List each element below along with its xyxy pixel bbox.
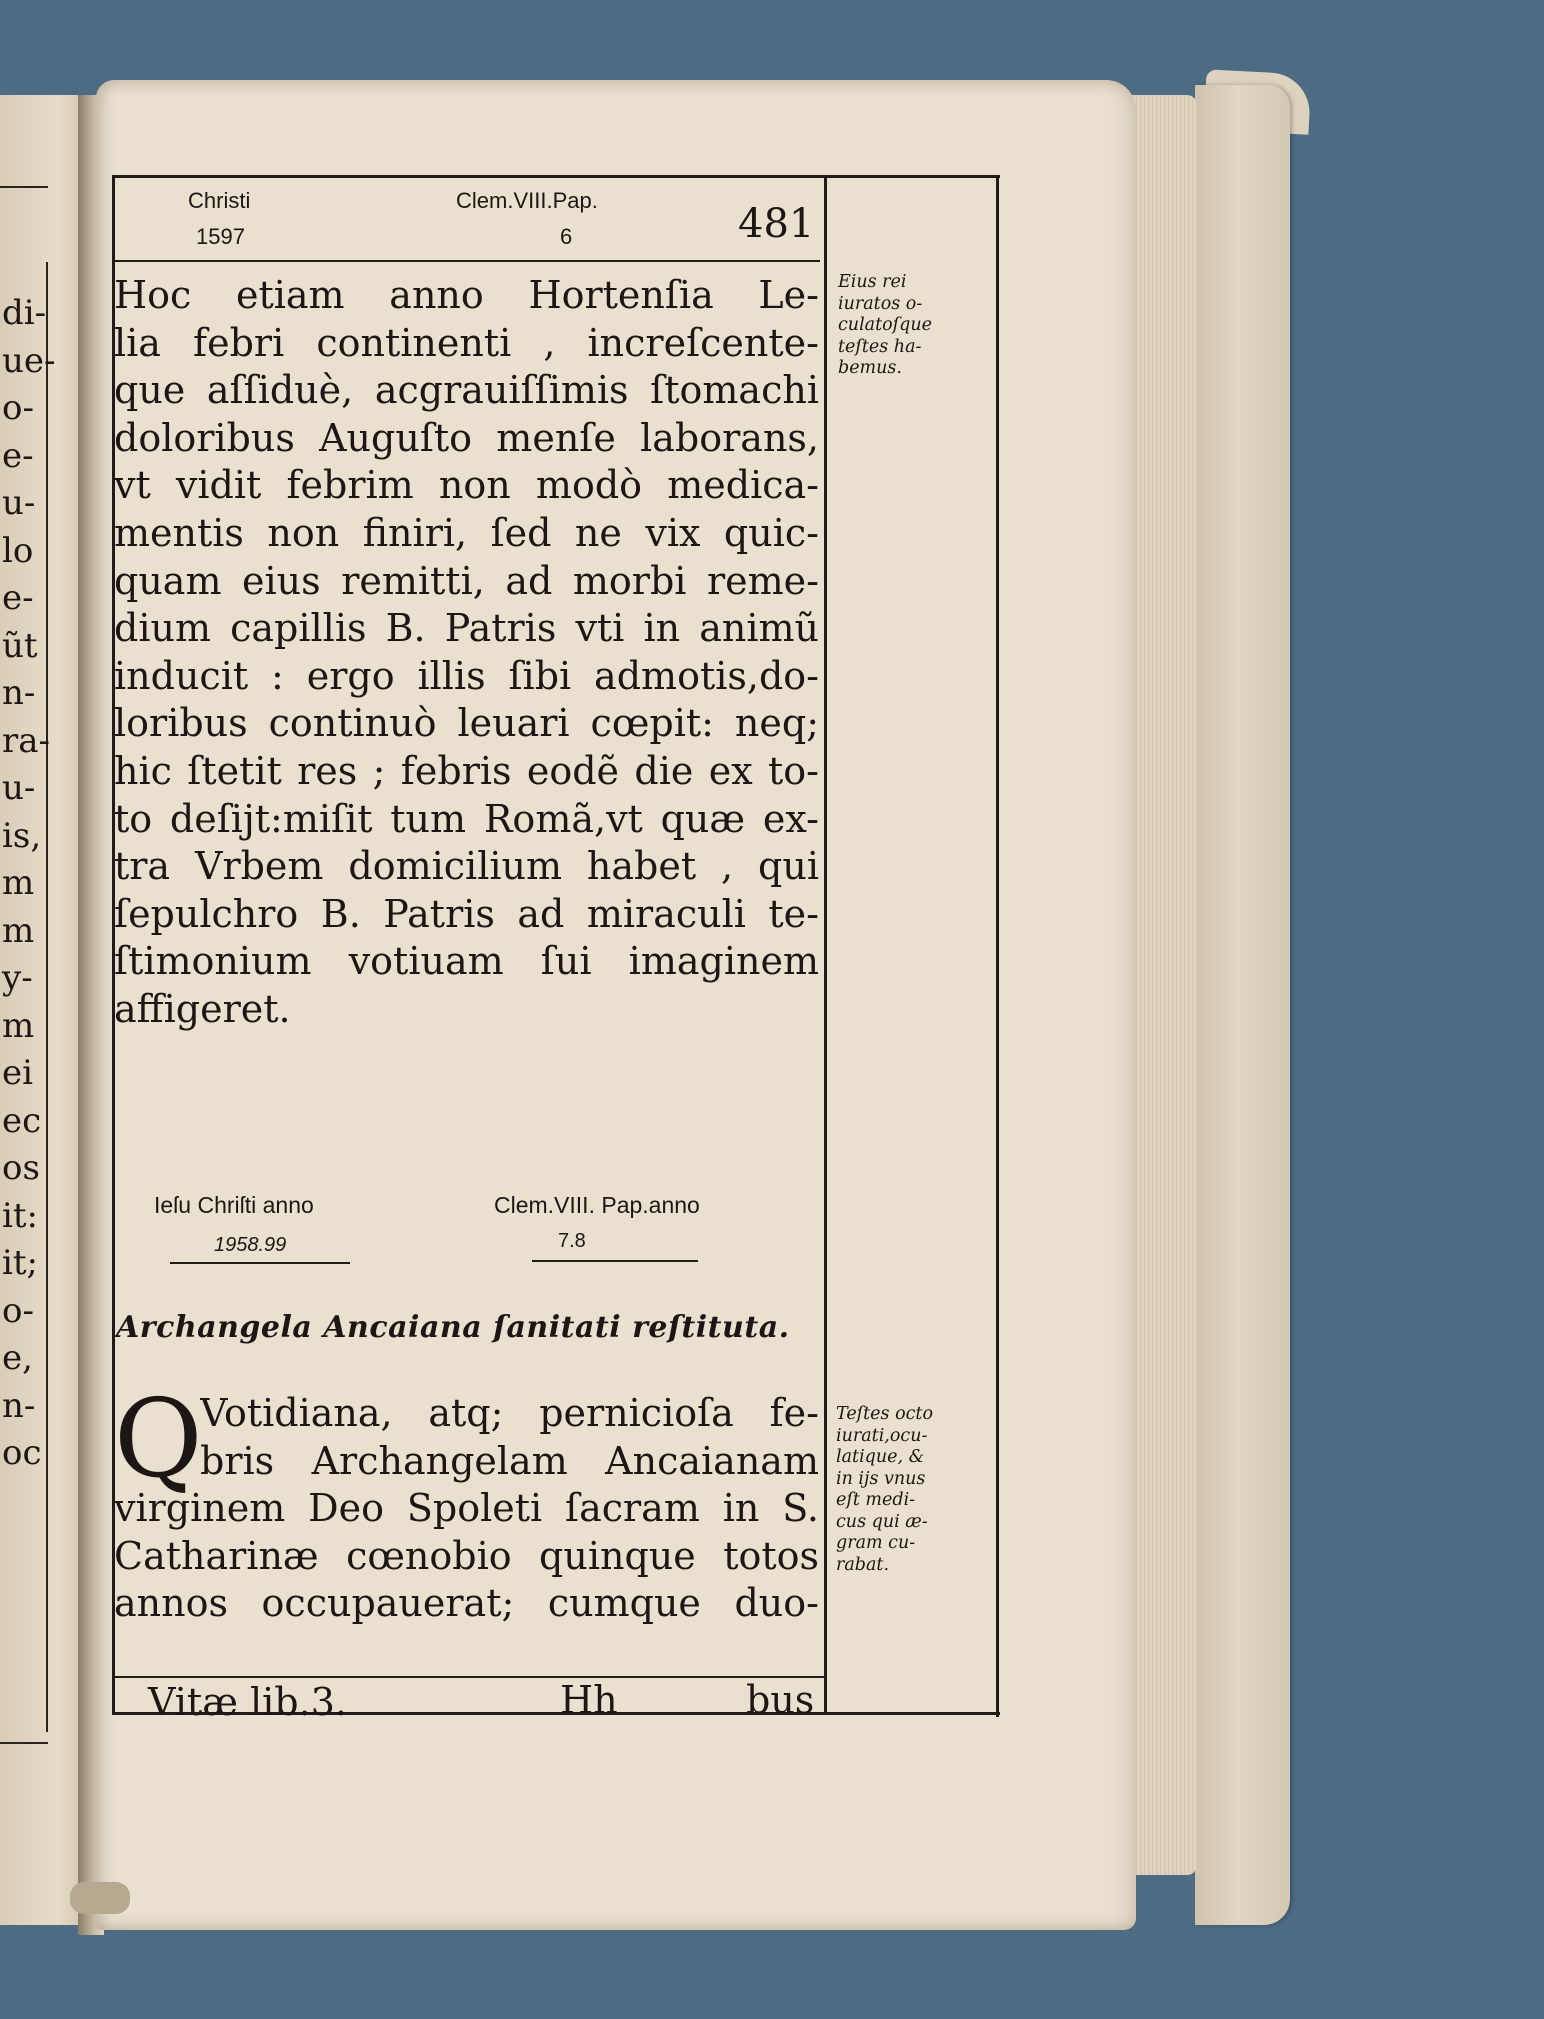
signature-mark: Hh — [560, 1678, 618, 1722]
header-pope-year: 6 — [560, 224, 573, 249]
page-number: 481 — [738, 201, 815, 247]
margin-note-2-line: cus qui æ- — [836, 1511, 928, 1532]
paragraph-2-line: Votidiana, atq; pernicioſa fe- — [200, 1391, 819, 1435]
date-right-year: 7.8 — [558, 1230, 586, 1252]
left-fragment-line: y- — [2, 958, 33, 998]
paragraph-1-line: quam eius remitti, ad morbi reme- — [114, 558, 819, 603]
paragraph-1-line: to deſijt:miſit tum Romã,vt quæ ex- — [114, 796, 819, 841]
drop-capital: Q — [114, 1377, 203, 1502]
spine-cord — [70, 1882, 130, 1914]
left-page-rule-bottom — [0, 1742, 48, 1744]
paragraph-1-line: loribus continuò leuari cœpit: neq; — [114, 701, 819, 746]
left-fragment-line: di- — [2, 293, 47, 333]
back-cover — [1195, 85, 1290, 1925]
left-fragment-line: m — [2, 863, 35, 903]
left-fragment-line: e- — [2, 435, 34, 476]
paragraph-1-line: Hoc etiam anno Hortenſia Le- — [114, 273, 819, 317]
left-fragment-line: ue- — [2, 340, 56, 381]
left-page-rule-top — [0, 186, 48, 188]
left-fragment-line: is, — [2, 815, 42, 856]
left-fragment-line: oc — [2, 1433, 42, 1473]
margin-note-2-line: rabat. — [836, 1554, 890, 1575]
frame-column-rule — [824, 175, 827, 1715]
margin-note-2-line: Teſtes octo — [836, 1404, 933, 1424]
date-right-label: Clem.VIII. Pap.anno — [494, 1192, 700, 1218]
header-pope-label: Clem.VIII.Pap. — [456, 188, 598, 213]
margin-note-2-line: in ijs vnus — [836, 1468, 926, 1489]
margin-note-1-line: culatoſque — [838, 315, 932, 335]
left-fragment-line: ei — [2, 1053, 33, 1093]
margin-note-2-line: eſt medi- — [836, 1490, 916, 1510]
date-left-rule — [170, 1262, 350, 1264]
left-fragment-line: ra- — [2, 720, 51, 761]
left-fragment-line: o- — [2, 388, 34, 428]
paragraph-1-line: doloribus Auguſto menſe laborans, — [114, 415, 819, 460]
paragraph-1-line: tra Vrbem domicilium habet , qui — [114, 844, 819, 889]
left-fragment-line: e- — [2, 578, 34, 618]
margin-note-1-line: iuratos o- — [838, 293, 923, 314]
paragraph-1 — [114, 272, 819, 1034]
paragraph-1-line: affigeret. — [114, 986, 291, 1031]
catchword: bus — [746, 1678, 815, 1722]
signature-note: Vitæ lib.3. — [148, 1680, 347, 1724]
paragraph-2-line: annos occupauerat; cumque duo- — [114, 1581, 819, 1626]
paragraph-1-line: inducit : ergo illis ſibi admotis,do- — [114, 653, 819, 698]
date-left-year: 1958.99 — [214, 1234, 287, 1256]
left-fragment-line: it; — [2, 1243, 38, 1283]
paragraph-2-full — [114, 1485, 819, 1628]
date-left-label: Ieſu Chriſti anno — [154, 1192, 314, 1218]
margin-note-1 — [838, 272, 932, 380]
date-right-rule — [532, 1260, 698, 1262]
left-fragment-line: ec — [2, 1100, 42, 1141]
left-fragment-line: n- — [2, 1385, 36, 1426]
margin-note-1-line: teſtes ha- — [838, 336, 922, 357]
footer-rule — [112, 1676, 824, 1678]
paragraph-2-indented — [200, 1390, 819, 1485]
header-christi-label: Christi — [188, 188, 251, 213]
left-fragment-line: e, — [2, 1338, 33, 1378]
frame-top-rule — [112, 175, 1000, 178]
paragraph-1-line: hic ſtetit res ; febris eodẽ die ex to- — [114, 748, 819, 793]
paragraph-1-line: mentis non finiri, ſed ne vix quic- — [114, 510, 819, 555]
left-fragment-line: os — [2, 1148, 40, 1188]
paragraph-1-line: que aſſiduè, acgrauiſſimis ſtomachi — [114, 368, 819, 413]
header-rule — [112, 260, 820, 262]
margin-note-2-line: latique, & — [836, 1447, 925, 1467]
paragraph-2-line: virginem Deo Spoleti ſacram in S. — [114, 1486, 819, 1530]
left-fragment-line: n- — [2, 673, 36, 713]
paragraph-1-line: ſepulchro B. Patris ad miraculi te- — [114, 891, 819, 936]
section-heading: Archangela Ancaiana ſanitati reſtituta. — [116, 1310, 790, 1345]
paragraph-1-line: ſtimonium votiuam ſui imaginem — [114, 939, 819, 984]
frame-right-rule — [996, 175, 999, 1717]
paragraph-1-line: lia febri continenti , increſcente- — [114, 320, 819, 365]
left-fragment-line: u- — [2, 768, 36, 808]
left-fragment-line: m — [2, 1005, 35, 1046]
paragraph-2-line: Catharinæ cœnobio quinque totos — [114, 1533, 819, 1578]
left-fragment-line: o- — [2, 1290, 34, 1331]
left-fragment-line: it: — [2, 1195, 38, 1236]
left-fragment-line: ũt — [2, 625, 38, 666]
header-christi-year: 1597 — [196, 224, 245, 249]
margin-note-1-line: bemus. — [838, 358, 902, 378]
paragraph-1-line: vt vidit febrim non modò medica- — [114, 463, 819, 508]
margin-note-1-line: Eius rei — [838, 272, 907, 292]
paragraph-2-line: bris Archangelam Ancaianam — [200, 1438, 819, 1483]
margin-note-2-line: iurati,ocu- — [836, 1425, 928, 1446]
margin-note-2 — [836, 1404, 933, 1576]
left-fragment-line: m — [2, 910, 35, 951]
left-fragment-line: u- — [2, 483, 36, 523]
paragraph-1-line: dium capillis B. Patris vti in animũ — [114, 606, 819, 651]
margin-note-2-line: gram cu- — [836, 1533, 916, 1553]
left-page-text-fragments — [2, 290, 56, 1478]
left-fragment-line: lo — [2, 530, 34, 571]
